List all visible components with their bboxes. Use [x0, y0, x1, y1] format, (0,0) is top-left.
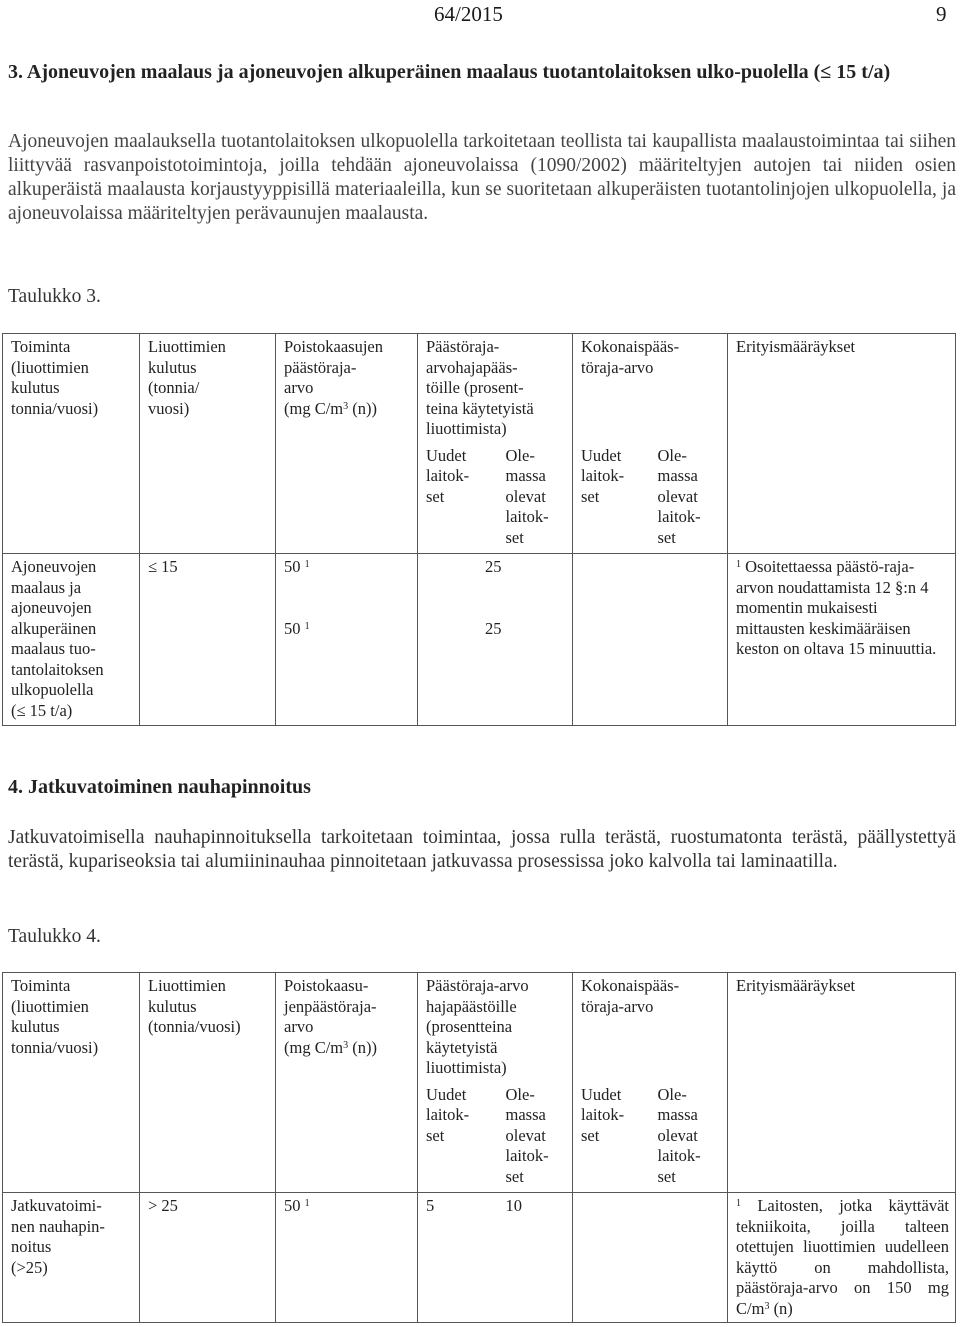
t3-header-toiminta: Toiminta (liuottimien kulutus tonnia/vuosi): [3, 334, 140, 554]
t3-header-olemassa-1: Ole- massa olevat laitok- set: [498, 443, 573, 554]
t3-row-hajapaasto: 25 25: [418, 554, 573, 726]
t4-row-kokonais: [573, 1193, 728, 1323]
section-3-heading: 3. Ajoneuvojen maalaus ja ajoneuvojen alkuperäinen maalaus tuotantolaitoksen ulko-puolella (≤ 15 t/a): [8, 61, 891, 83]
t4-header-liuottimien: Liuottimien kulutus (tonnia/vuosi): [140, 973, 276, 1193]
section-4-paragraph: Jatkuvatoimisella nauhapinnoituksella tarkoitetaan toimintaa, jossa rulla terästä, ruostumatonta terästä, päällystettyä terästä, kupariseoksia tai alumiininauhaa pinnoitetaan jatkuvassa prosessissa joko kalvolla tai laminaatilla.: [8, 827, 956, 872]
t4-row-kulutus: > 25: [140, 1193, 276, 1323]
table-4: [2, 972, 956, 1323]
issue-number: 64/2015: [434, 2, 503, 26]
t4-row-olemassa: 10: [498, 1193, 573, 1323]
section-4-heading: 4. Jatkuvatoiminen nauhapinnoitus: [8, 776, 311, 798]
t4-row-uudet: 5: [418, 1193, 498, 1323]
t3-row-kulutus: ≤ 15: [140, 554, 276, 726]
t3-header-uudet-2: Uudet laitok- set: [573, 443, 650, 554]
table-4-caption: Taulukko 4.: [8, 926, 101, 947]
t3-header-liuottimien: Liuottimien kulutus (tonnia/ vuosi): [140, 334, 276, 554]
section-3-paragraph: Ajoneuvojen maalauksella tuotantolaitoksen ulkopuolella tarkoitetaan teollista tai kaupallista maalaustoimintaa tai siihen liittyvää rasvanpoistotoimintoja, joilla tehdään ajoneuvolaissa (1090/2002) määriteltyjen autojen tai niiden osien alkuperäistä maalausta korjaustyyppisillä materiaaleilla, kun se suoritetaan alkuperäisten tuotantolinjojen ulkopuolella, ja ajoneuvolaissa määriteltyjen perävaunujen maalausta.: [8, 131, 956, 224]
t4-row-toiminta: Jatkuvatoimi- nen nauhapin- noitus (>25): [3, 1193, 140, 1323]
t3-header-poisto: Poistokaasujen päästöraja- arvo (mg $C/m^3$ (n)): [276, 334, 418, 554]
t3-row-poisto: 50 $^1$ 50 $^1$: [276, 554, 418, 726]
t3-row-erityis: $^1$ Osoitettaessa päästö-raja-arvon noudattamista 12 §:n 4 momentin mukaisesti mittausten keskimääräisen keston on oltava 15 minuuttia.: [728, 554, 956, 726]
t4-header-hajapaasto: Päästöraja-arvo hajapäästöille (prosentteina käytetyistä liuottimista): [418, 973, 573, 1082]
t3-header-erityis: Erityismääräykset: [728, 334, 956, 554]
t4-header-olemassa-1: Ole- massa olevat laitok- set: [498, 1082, 573, 1193]
t3-row-kokonais: [573, 554, 728, 726]
t4-header-olemassa-2: Ole- massa olevat laitok- set: [650, 1082, 728, 1193]
t4-header-erityis: Erityismääräykset: [728, 973, 956, 1193]
t3-header-hajapaasto: Päästöraja- arvohajapääs- töille (prosent- teina käytetyistä liuottimista): [418, 334, 573, 443]
table-3: [2, 333, 956, 726]
t4-header-toiminta: Toiminta (liuottimien kulutus tonnia/vuosi): [3, 973, 140, 1193]
t3-header-uudet-1: Uudet laitok- set: [418, 443, 498, 554]
t4-header-poisto: Poistokaasu- jenpäästöraja- arvo (mg $C/m^3$ (n)): [276, 973, 418, 1193]
page-number: 9: [936, 2, 947, 26]
t4-header-uudet-1: Uudet laitok- set: [418, 1082, 498, 1193]
table-3-caption: Taulukko 3.: [8, 286, 101, 307]
t3-row-toiminta: Ajoneuvojen maalaus ja ajoneuvojen alkuperäinen maalaus tuo- tantolaitoksen ulkopuolella (≤ 15 t/a): [3, 554, 140, 726]
t4-header-uudet-2: Uudet laitok- set: [573, 1082, 650, 1193]
t4-header-kokonais: Kokonaispääs- töraja-arvo: [573, 973, 728, 1082]
t3-header-kokonais: Kokonaispääs- töraja-arvo: [573, 334, 728, 443]
t3-header-olemassa-2: Ole- massa olevat laitok- set: [650, 443, 728, 554]
t4-row-poisto: 50 $^1$: [276, 1193, 418, 1323]
t4-row-erityis: $^1$ Laitosten, jotka käyttävät tekniikoita, joilla talteen otettujen liuottimien uudelleen käyttö on mahdollista, päästöraja-arvo on 150 mg $C/m^3$ (n): [728, 1193, 956, 1323]
